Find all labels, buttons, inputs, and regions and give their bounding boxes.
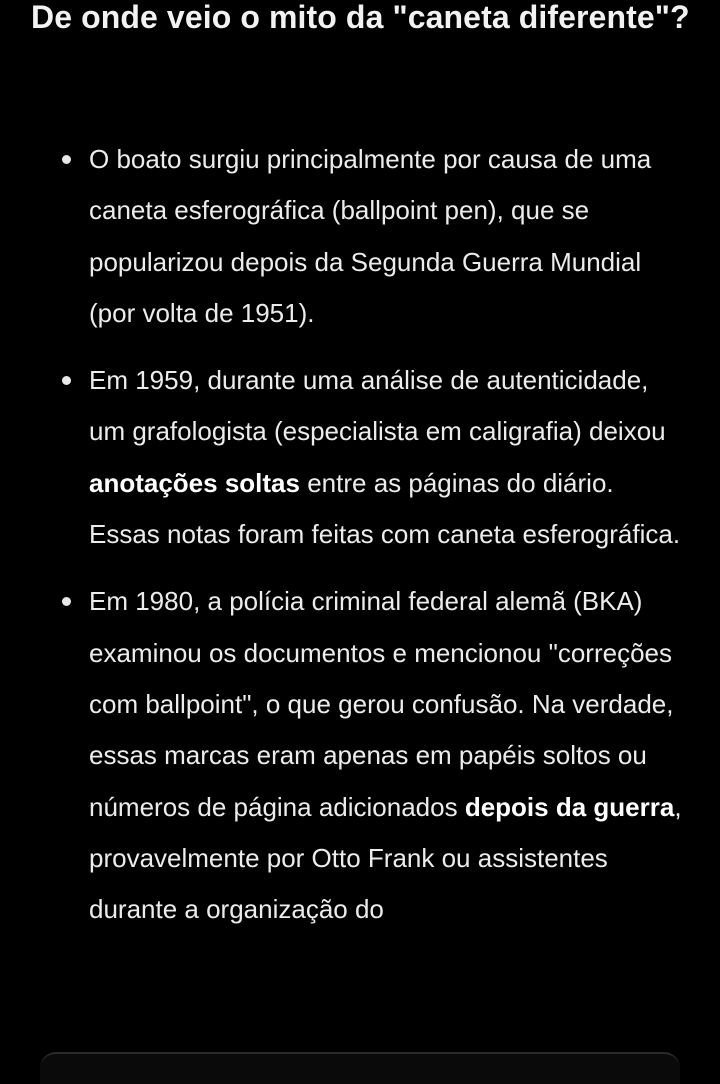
list-item-text [89,365,680,549]
list-item-text-part: entre as páginas do diário. Essas notas foram feitas com caneta esferográfica. [89,467,681,550]
list-item [0,134,720,339]
list-item-text-part: Em 1959, durante uma análise de autenticidade, um grafologista (especialista em caligrafia) deixou [89,365,666,447]
bullet-dot-icon [62,597,71,606]
bullet-dot-icon [62,376,71,385]
list-item-bold: depois da guerra [464,791,675,822]
bottom-input-bar[interactable] [40,1052,680,1084]
list-item [0,576,720,935]
section-heading: De onde veio o mito da "caneta diferente"? [31,0,690,35]
list-item-bold: anotações soltas [89,467,300,498]
list-item-text-part: O boato surgiu principalmente por causa de uma caneta esferográfica (ballpoint pen), que se popularizou depois da Segunda Guerra Mundial (por volta de 1951). [89,144,652,328]
list-item-text-part: Em 1980, a polícia criminal federal alemã (BKA) examinou os documentos e mencionou "correções com ballpoint", o que gerou confusão. Na verdade, essas marcas eram apenas em papéis soltos ou números de página adicionados [89,586,674,822]
list-item [0,355,720,560]
list-item-text [89,144,651,328]
bullet-dot-icon [62,155,71,164]
list-item-text [89,586,682,924]
list-item-text-part: , provavelmente por Otto Frank ou assistentes durante a organização do [89,791,682,925]
bullet-list [0,134,720,951]
